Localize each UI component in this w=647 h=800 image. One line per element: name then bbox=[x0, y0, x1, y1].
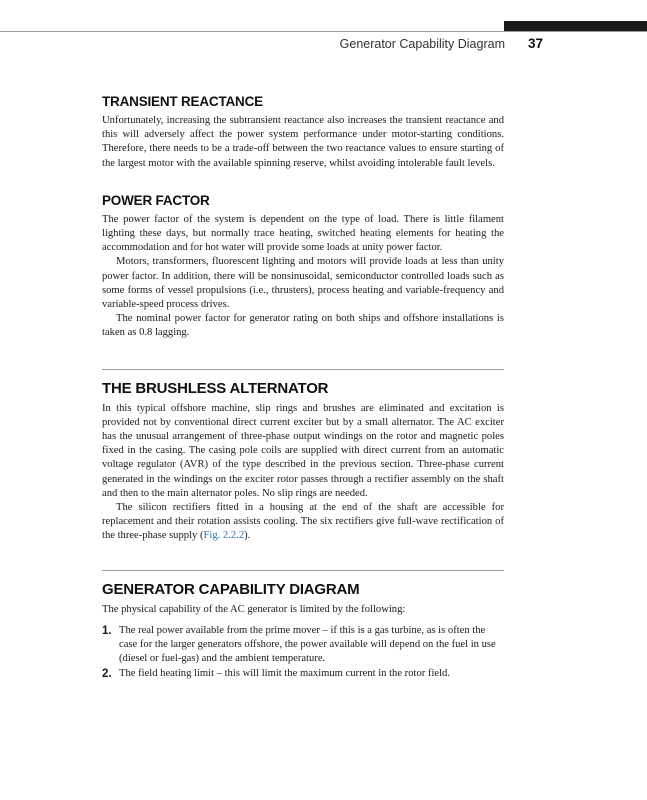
section-power-factor bbox=[102, 193, 504, 341]
section-divider bbox=[102, 369, 504, 370]
paragraph: Unfortunately, increasing the subtransient reactance also increases the transient reactance and this will adversely affect the power system performance under motor-starting conditions. Therefore, there needs to be a trade-off between the two reactance values to ensure starting of the largest motor with the available spinning reserve, whilst avoiding intolerable fault levels. bbox=[102, 115, 504, 169]
paragraph-text: ). bbox=[244, 530, 251, 542]
section-transient-reactance bbox=[102, 94, 504, 171]
page-number: 37 bbox=[528, 36, 544, 51]
section-capability-diagram bbox=[102, 570, 504, 682]
section-brushless-alternator bbox=[102, 369, 504, 544]
running-title: Generator Capability Diagram bbox=[339, 37, 505, 51]
paragraph: The nominal power factor for generator rating on both ships and offshore installations is taken as 0.8 lagging. bbox=[102, 313, 504, 339]
list-text: The real power available from the prime mover – if this is a gas turbine, as is often the case for the larger generators offshore, the power available will depend on the fuel in use (diesel or fuel-gas) and the ambient temperature. bbox=[119, 624, 496, 665]
list-item bbox=[102, 624, 504, 667]
paragraph: Motors, transformers, fluorescent lighting and motors will provide loads at less than unity power factor. In addition, there will be nonsinusoidal, semiconductor controlled loads such as some forms of vessel propulsions (i.e., thrusters), process heating and variable-frequency and variable-speed process drives. bbox=[102, 256, 504, 311]
list-number: 1. bbox=[102, 624, 112, 637]
header-rule bbox=[0, 31, 647, 32]
page-content bbox=[102, 94, 504, 704]
list-text: The field heating limit – this will limit the maximum current in the rotor field. bbox=[119, 668, 450, 680]
paragraph: In this typical offshore machine, slip rings and brushes are eliminated and excitation is provided not by conventional direct current exciter but by a small alternator. The AC exciter has the unusual arrangement of three-phase output windings on the rotor and magnetic poles fixed in the casing. The casing pole coils are supplied with direct current from an automatic voltage regulator (AVR) of the type described in the previous section. Three-phase current generated in the windings on the exciter rotor passes through a rectifier assembly on the shaft and then to the main alternator poles. No slip rings are needed. bbox=[102, 402, 504, 499]
section-divider bbox=[102, 570, 504, 571]
paragraph: The physical capability of the AC generator is limited by the following: bbox=[102, 603, 406, 615]
paragraph-text: The silicon rectifiers fitted in a housing at the end of the shaft are accessible for replacement and their rotation assists cooling. The six rectifiers give full-wave rectification of the three-phase supply ( bbox=[102, 502, 504, 542]
section-heading: GENERATOR CAPABILITY DIAGRAM bbox=[102, 580, 360, 598]
limits-list bbox=[102, 624, 504, 682]
section-heading: TRANSIENT REACTANCE bbox=[102, 94, 263, 109]
paragraph: The power factor of the system is dependent on the type of load. There is little filament lighting these days, but normally trace heating, switched heating elements for heating the accommodation and for hot water will provide some loads at unity power factor. bbox=[102, 213, 504, 254]
paragraph-with-figure-ref bbox=[102, 501, 504, 544]
figure-link[interactable]: Fig. 2.2.2 bbox=[203, 530, 245, 542]
list-number: 2. bbox=[102, 668, 112, 681]
section-heading: POWER FACTOR bbox=[102, 192, 210, 208]
section-heading: THE BRUSHLESS ALTERNATOR bbox=[102, 379, 329, 397]
list-item bbox=[102, 667, 504, 681]
